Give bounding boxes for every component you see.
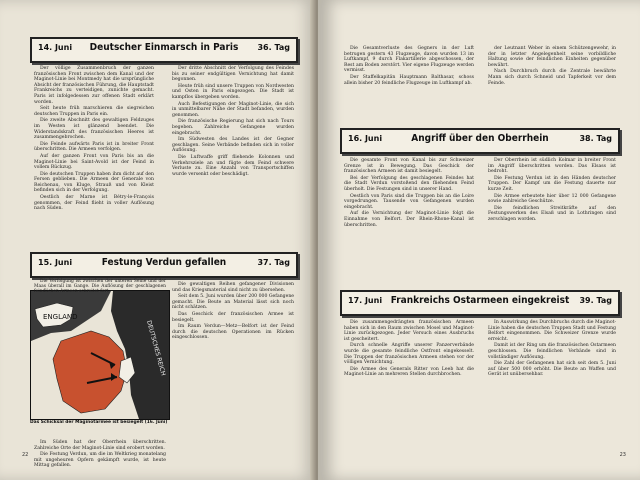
paragraph: Seit dem 5. Juni wurden über 200 000 Gefangene gemacht. Die Beute an Material lässt sich noch nicht schätzen. <box>172 294 294 311</box>
paragraph: Die feindlichen Streitkräfte auf den Festungswerken des Elsaß und in Lothringen sind zerschlagen worden. <box>488 205 616 222</box>
section-date: 16. Juni <box>348 134 383 143</box>
paragraph: Die zusammengedrängten französischen Armeen haben sich in den Raum zwischen Mosel und Maginot-Linie zurückgezogen. Jeder Versuch eines Ausbruchs ist gescheitert. <box>344 320 474 342</box>
section-date: 15. Juni <box>38 258 73 267</box>
article-column-1-intro <box>34 279 166 294</box>
section-day: 36. Tag <box>257 43 290 52</box>
section-date: 14. Juni <box>38 43 73 52</box>
article-column-2 <box>488 46 616 126</box>
article-column-2 <box>172 282 294 432</box>
paragraph: Die Festung Verdun, um die im Weltkrieg monatelang mit ungeheuren Opfern gekämpft wurde, ist heute Mittag gefallen. <box>34 452 166 469</box>
section-title: Deutscher Einmarsch in Paris <box>89 42 239 53</box>
article-column-1 <box>34 66 154 246</box>
paragraph: Die gesamte Front von Kanal bis zur Schweizer Grenze ist in Bewegung. Das Geschick der französischen Armeen ist damit besiegelt. <box>344 158 474 175</box>
paragraph: Oestlich von Paris sind die Truppen bis an die Loire vorgedrungen. Tausende von Gefangenen wurden eingebracht. <box>344 193 474 210</box>
article-column-2 <box>172 66 294 246</box>
paragraph: der Leutnant Weber in einem Schützengewehr, in der in letzter Angelegenheit seine vorbildliche Haltung sowie der feindlichen Einheiten gegenüber bewährt. <box>488 46 616 68</box>
paragraph: Die Festung Verdun ist in den Händen deutscher Truppen. Der Kampf um die Festung dauerte nur kurze Zeit. <box>488 175 616 192</box>
paragraph: Die Armee des Generals Ritter von Leeb hat die Maginot-Linie an mehreren Stellen durchbrochen. <box>344 366 474 378</box>
paragraph: Die Gesamtverluste des Gegners in der Luft betrugen gestern 43 Flugzeuge, davon wurden 13 im Luftkampf, 9 durch Flakartillerie abgeschossen, der Rest am Boden zerstört. Vier eigene Flugzeuge werden vermisst. <box>344 46 474 74</box>
paragraph: Die Luftwaffe griff fliehende Kolonnen und Verkehrsziele an und fügte dem Feind schwere Verluste zu. Eine Anzahl von Transportschiffen wurde versenkt oder beschädigt. <box>172 154 294 177</box>
right-page <box>318 0 640 480</box>
section-day: 37. Tag <box>257 258 290 267</box>
page-number: 22 <box>22 452 29 458</box>
paragraph: Im Südwesten des Landes ist der Gegner geschlagen. Seine Verbände befinden sich in voller Auflösung. <box>172 137 294 154</box>
paragraph: Nach Durchbruch durch die Zentrale bewährte Mann sich durch Schneid und Tapferkeit vor dem Feinde. <box>488 69 616 86</box>
paragraph: Der dritte Abschnitt der Verfolgung des Feindes bis zu seiner endgültigen Vernichtung hat damit begonnen. <box>172 66 294 83</box>
paragraph: Im Süden hat der Oberrhein überschritten. Zahlreiche Orte der Maginot-Linie sind erobert worden. <box>34 440 166 451</box>
page-number: 23 <box>619 452 626 458</box>
section-title: Festung Verdun gefallen <box>101 257 227 268</box>
paragraph: Der Oberrhein ist südlich Kolmar in breiter Front im Angriff überschritten worden. Das Elsass ist bedroht. <box>488 158 616 175</box>
paragraph: Die deutschen Truppen haben ihm dicht auf den Fersen geblieben. Die Armeen der Generale von Reichenau, von Kluge, Strauß und von Kleist befinden sich in der Verfolgung. <box>34 171 154 194</box>
map-caption: Das Schicksal der Maginotarmee ist besiegelt (16. Juni) <box>30 420 168 425</box>
article-column-1 <box>344 46 474 126</box>
section-title: Angriff über den Oberrhein <box>411 133 549 144</box>
section-header-17-juni <box>340 290 620 316</box>
section-title: Frankreichs Ostarmeen eingekreist <box>390 295 570 306</box>
section-day: 39. Tag <box>579 296 612 305</box>
paragraph: Die Verfolgung ist zwischen der unteren Seine und der Maas überall im Gange. Die Auflösung der geschlagenen feindlichen Armeen schreitet fort. <box>34 279 166 294</box>
paragraph: Im Raum Verdun—Metz—Belfort ist der Feind durch die deutschen Operationen im Rücken eingeschlossen. <box>172 324 294 341</box>
section-header-16-juni <box>340 128 620 154</box>
paragraph: Seit heute früh marschieren die siegreichen deutschen Truppen in Paris ein. <box>34 106 154 117</box>
map-label-england: ENGLAND <box>43 313 78 321</box>
section-header-14-juni <box>30 37 298 63</box>
paragraph: Der Staffelkapitän Hauptmann Balthasar, schoss allein bisher 20 feindliche Flugzeuge im Luftkampf ab. <box>344 74 474 86</box>
paragraph: Heute früh sind unsere Truppen von Nordwesten und Osten in Paris eingezogen. Die Stadt ist kampflos übergeben worden. <box>172 83 294 100</box>
paragraph: Bei der Verfolgung des geschlagenen Feindes hat die Stadt Verdun vorstoßend den fliehenden Feind überholt. Die Festungen sind in unserer Hand. <box>344 175 474 192</box>
paragraph: Oestlich der Marne ist Bétry-le-François genommen, der Feind flieht in voller Auflösung nach Süden. <box>34 195 154 212</box>
paragraph: Auf die Vernichtung der Maginot-Linie folgt die Einnahme von Belfort. Der Rhein-Rhone-Kanal ist überschritten. <box>344 211 474 228</box>
map-graphic <box>31 291 169 419</box>
paragraph: Die gewaltigen Reihen gefangener Divisionen und das Kriegsmaterial sind nicht zu übersehen. <box>172 282 294 293</box>
paragraph: Das Geschick der französischen Armee ist besiegelt. <box>172 311 294 323</box>
paragraph: In Auswirkung des Durchbruchs durch die Maginot-Linie haben die deutschen Truppen Stadt und Festung Belfort eingenommen. Die Schweizer Grenze wurde erreicht. <box>488 320 616 342</box>
map-maginot-encirclement <box>30 290 170 420</box>
paragraph: Auch Befestigungen der Maginot-Linie, die sich in unmittelbarer Nähe der Stadt befanden, wurden genommen. <box>172 101 294 118</box>
paragraph: Damit ist der Ring um die französischen Ostarmeen geschlossen. Die feindlichen Verbände sind in vollständiger Auflösung. <box>488 343 616 360</box>
section-date: 17. Juni <box>348 296 383 305</box>
article-column-1-continued <box>34 440 166 469</box>
article-column-2 <box>488 320 616 450</box>
paragraph: Die zweite Abschnitt des gewaltigen Feldzuges im Westen ist glänzend beendet. Die Widerstandskraft des französischen Heeres ist zusammengebrochen. <box>34 118 154 141</box>
paragraph: Die Feinde aufwärts Paris ist in breiter Front überschritten. Die Armeen verfolgen. <box>34 141 154 153</box>
paragraph: Durch schnelle Angriffe unserer Panzerverbände wurde die gesamte feindliche Ostfront eingekesselt. Die Truppen der französischen Armeen stehen vor der völligen Vernichtung. <box>344 343 474 366</box>
paragraph: Auf der ganzen Front von Paris bis an die Maginot-Linie bei Saint-Avold ist der Feind in vollem Rückzug. <box>34 153 154 171</box>
section-header-15-juni <box>30 252 298 278</box>
article-column-1 <box>344 320 474 450</box>
map-label-reich: DEUTSCHES REICH <box>145 319 167 377</box>
paragraph: Die Armee erbeutete hier über 12 000 Gefangene sowie zahlreiche Geschütze. <box>488 193 616 205</box>
paragraph: Die französische Regierung hat sich nach Tours begeben. Zahlreiche Gefangene wurden eingebracht. <box>172 119 294 136</box>
article-column-1 <box>344 158 474 283</box>
article-column-2 <box>488 158 616 283</box>
section-day: 38. Tag <box>579 134 612 143</box>
left-page <box>0 0 317 480</box>
paragraph: Die Zahl der Gefangenen hat sich seit dem 5. Juni auf über 500 000 erhöht. Die Beute an Waffen und Gerät ist unübersehbar. <box>488 361 616 378</box>
paragraph: Der völlige Zusammenbruch der ganzen französischen Front zwischen dem Kanal und der Maginot-Linie bei Montmedy hat die ursprüngliche Absicht der französischen Führung, die Hauptstadt Frankreichs zu verteidigen, zunichte gemacht. Paris ist infolgedessen zur offenen Stadt erklärt worden. <box>34 66 154 105</box>
